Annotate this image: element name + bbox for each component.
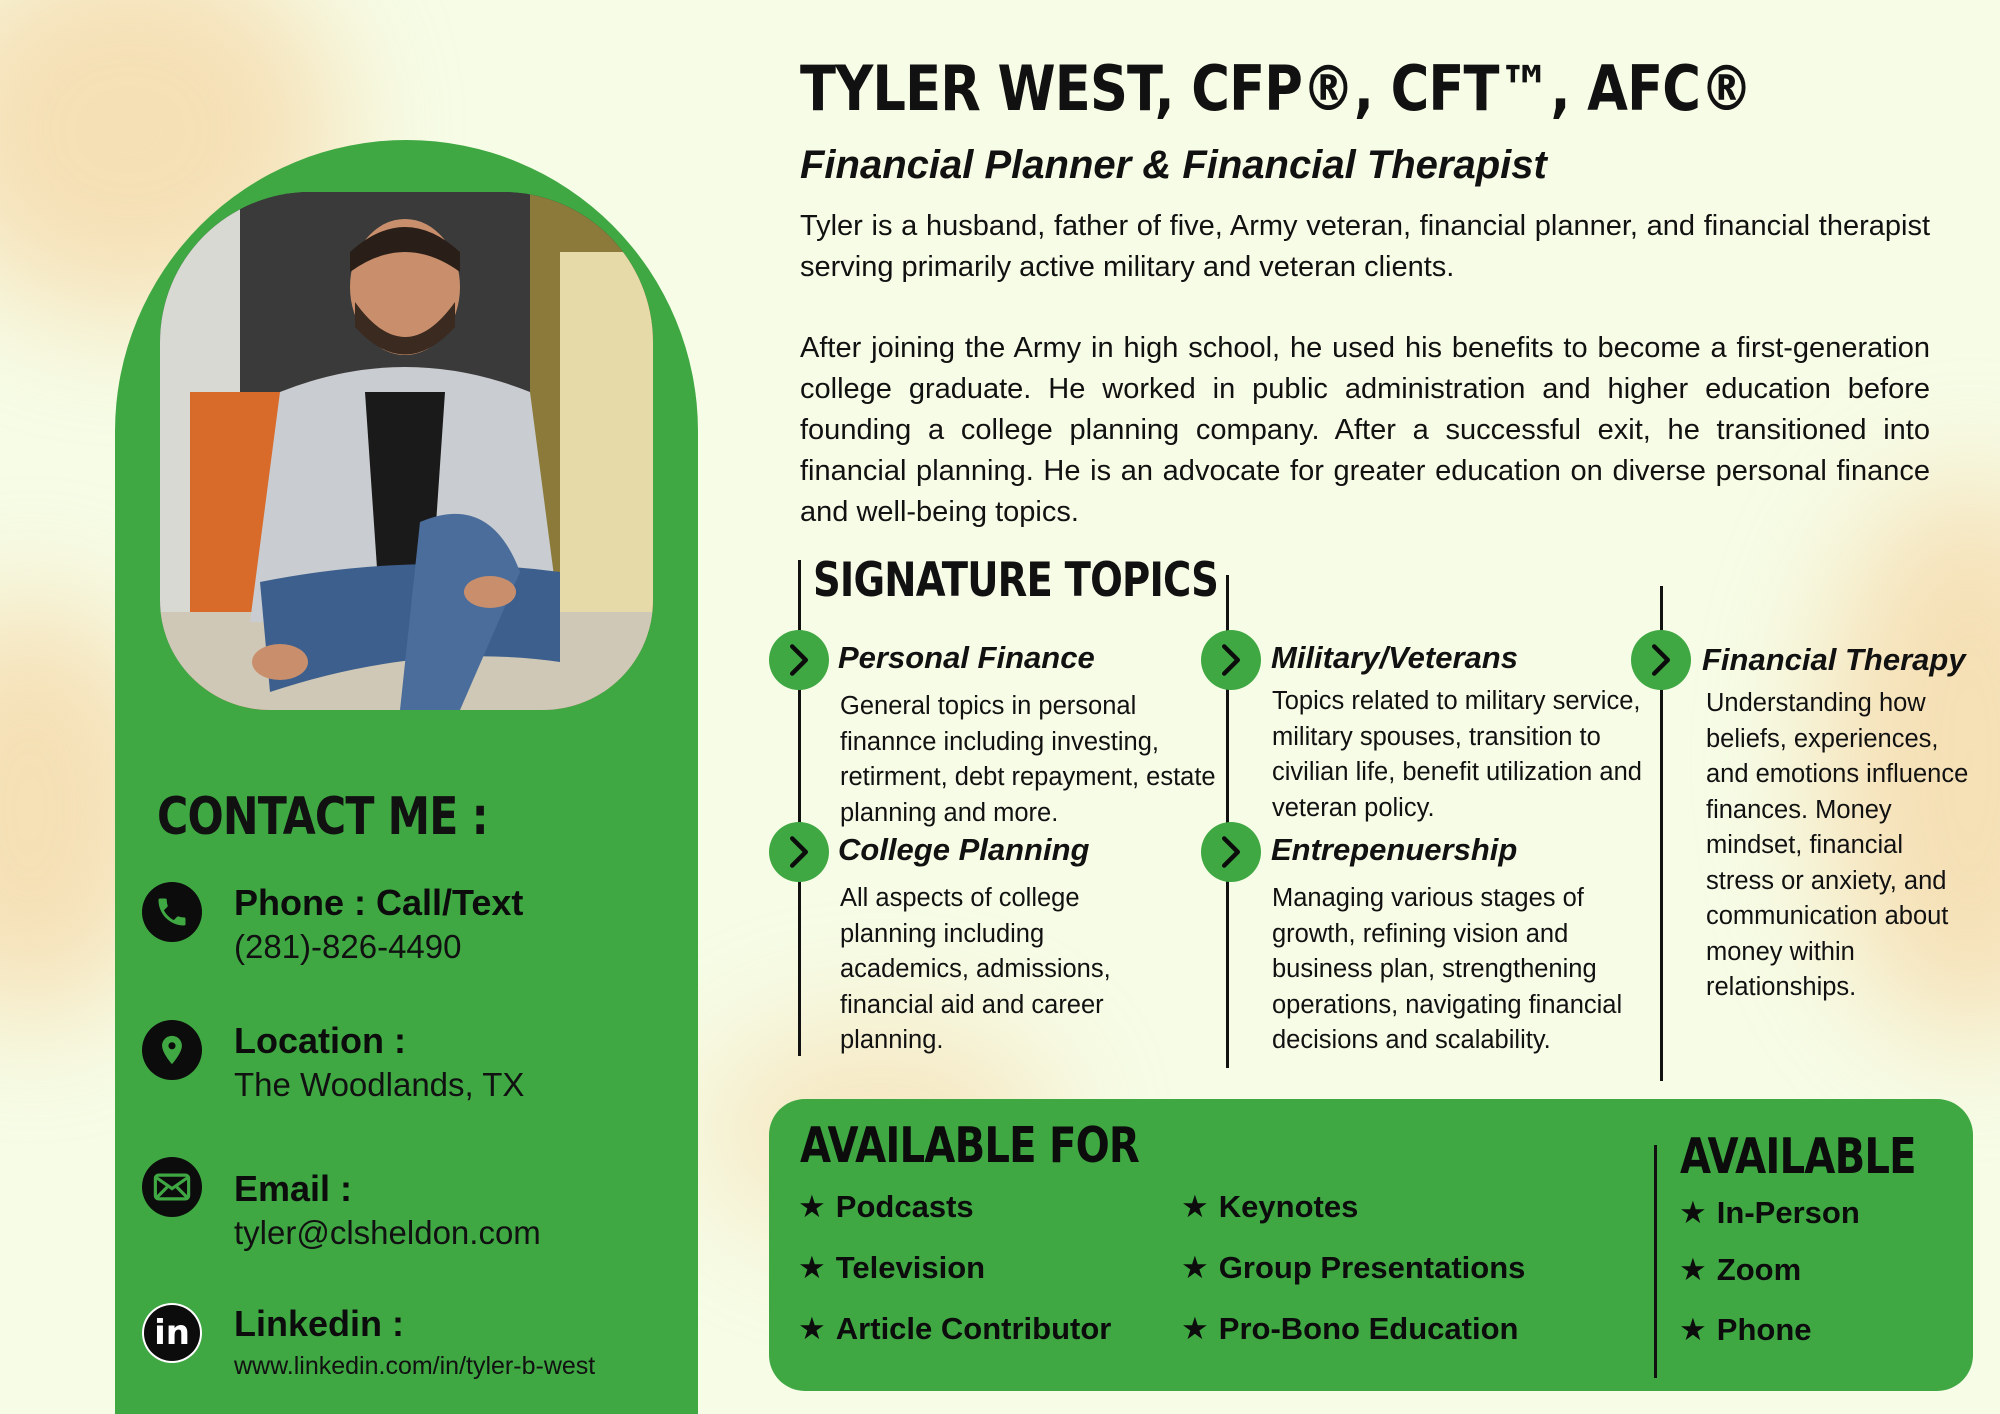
available-item [1679, 1252, 1801, 1288]
topic-title-military-veterans: Military/Veterans [1271, 640, 1518, 675]
available-for-label: Television [835, 1250, 986, 1285]
available-for-item [1181, 1250, 1525, 1286]
chevron-right-icon [769, 822, 829, 882]
location-value: The Woodlands, TX [234, 1066, 525, 1103]
profile-photo [160, 192, 653, 710]
bio-paragraph-1: Tyler is a husband, father of five, Army veteran, financial planner, and financial therapist serving primarily active military and veteran clients. [800, 210, 1930, 283]
available-item [1679, 1312, 1812, 1348]
phone-icon [142, 882, 202, 942]
email-label: Email : [234, 1168, 353, 1209]
available-item [1679, 1195, 1860, 1231]
available-label: Phone [1716, 1312, 1812, 1347]
phone-value[interactable]: (281)-826-4490 [234, 928, 462, 965]
available-for-item [1181, 1311, 1518, 1347]
topic-title-financial-therapy: Financial Therapy [1702, 642, 1966, 677]
location-label: Location : [234, 1020, 406, 1061]
chevron-right-icon [1201, 630, 1261, 690]
phone-label: Phone : Call/Text [234, 882, 524, 923]
topic-title-personal-finance: Personal Finance [838, 640, 1095, 675]
email-value[interactable]: tyler@clsheldon.com [234, 1214, 541, 1251]
available-title: AVAILABLE [1680, 1128, 1916, 1185]
available-for-label: Keynotes [1218, 1189, 1359, 1224]
available-for-label: Pro-Bono Education [1218, 1311, 1519, 1346]
linkedin-label: Linkedin : [234, 1303, 404, 1344]
chevron-right-icon [1201, 822, 1261, 882]
star-icon: ★ [1181, 1250, 1209, 1285]
star-icon: ★ [1679, 1252, 1707, 1287]
contact-title: CONTACT ME : [157, 787, 488, 847]
topic-body-personal-finance: General topics in personal finannce including investing, retirment, debt repayment, estate planning and more. [840, 692, 1216, 827]
topic-body-entrepenuership: Managing various stages of growth, refining vision and business plan, strengthening operations, navigating financial decisions and scalability. [1272, 884, 1623, 1054]
star-icon: ★ [798, 1250, 826, 1285]
topic-body-military-veterans: Topics related to military service, military spouses, transition to civilian life, benefit utilization and veteran policy. [1272, 687, 1642, 822]
signature-topics-title: SIGNATURE TOPICS [813, 553, 1219, 608]
topic-body-financial-therapy: Understanding how beliefs, experiences, and emotions influence finances. Money mindset, financial stress or anxiety, and communication about money within relationships. [1706, 689, 1969, 1001]
location-pin-icon [142, 1020, 202, 1080]
available-for-title: AVAILABLE FOR [800, 1117, 1140, 1174]
star-icon: ★ [1679, 1195, 1707, 1230]
available-for-item [798, 1250, 985, 1286]
available-label: In-Person [1716, 1195, 1860, 1230]
available-for-label: Group Presentations [1218, 1250, 1526, 1285]
available-label: Zoom [1716, 1252, 1802, 1287]
star-icon: ★ [798, 1311, 826, 1346]
profile-photo-illustration [160, 192, 653, 710]
available-for-label: Article Contributor [835, 1311, 1112, 1346]
available-for-item [1181, 1189, 1358, 1225]
available-for-item [798, 1189, 974, 1225]
topic-title-entrepenuership: Entrepenuership [1271, 832, 1518, 867]
available-for-label: Podcasts [835, 1189, 974, 1224]
star-icon: ★ [1181, 1311, 1209, 1346]
page-title: TYLER WEST, CFP®, CFT™, AFC® [800, 52, 1752, 125]
linkedin-icon: in [142, 1303, 202, 1363]
star-icon: ★ [798, 1189, 826, 1224]
subtitle-role: Financial Planner & Financial Therapist [800, 143, 1547, 187]
topic-title-college-planning: College Planning [838, 832, 1090, 867]
chevron-right-icon [769, 630, 829, 690]
bio-paragraph-2: After joining the Army in high school, he used his benefits to become a first-generation college graduate. He worked in public administration and higher education before founding a college planning company. After a successful exit, he transitioned into financial planning. He is an advocate for greater education on diverse personal finance and well-being topics. [800, 332, 1930, 528]
available-for-item [798, 1311, 1111, 1347]
availability-divider [1654, 1145, 1657, 1378]
email-icon [142, 1157, 202, 1217]
star-icon: ★ [1181, 1189, 1209, 1224]
linkedin-value[interactable]: www.linkedin.com/in/tyler-b-west [234, 1352, 596, 1380]
chevron-right-icon [1631, 630, 1691, 690]
topic-body-college-planning: All aspects of college planning including academics, admissions, financial aid and career planning. [840, 884, 1111, 1054]
star-icon: ★ [1679, 1312, 1707, 1347]
